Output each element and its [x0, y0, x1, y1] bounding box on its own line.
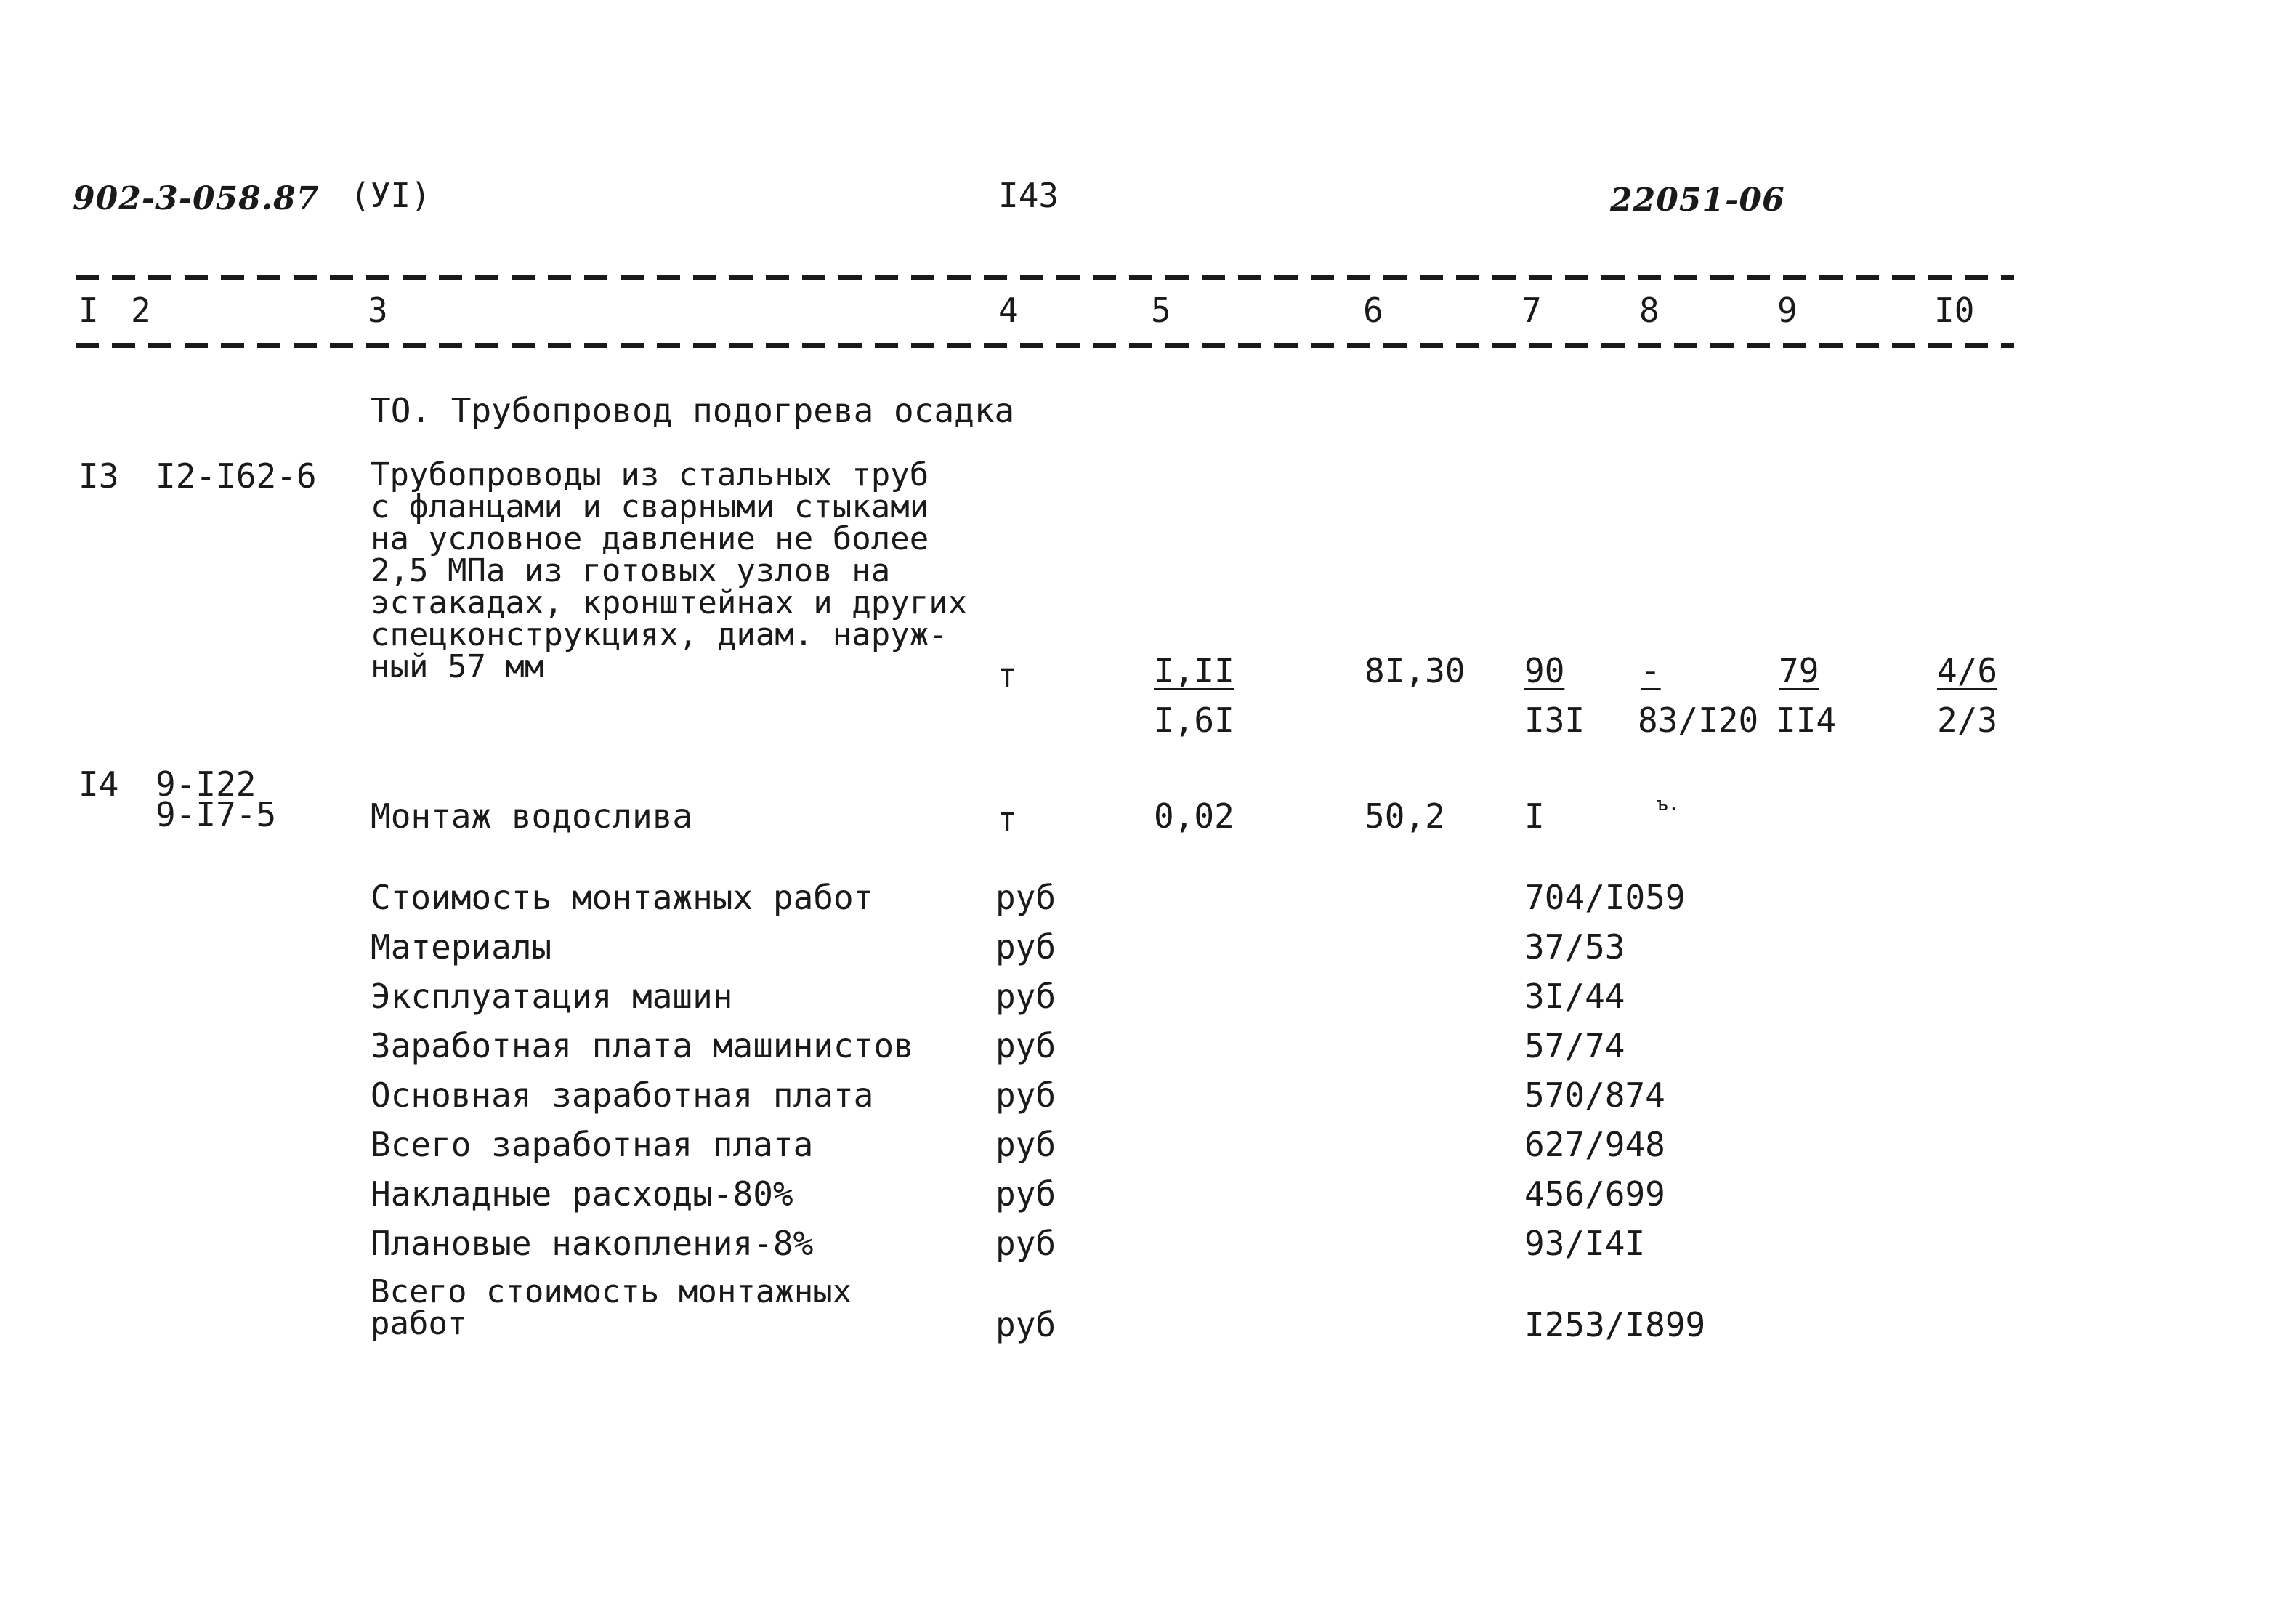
summary-value: 3I/44 [1524, 977, 1625, 1016]
summary-value: 37/53 [1524, 927, 1625, 967]
unit-cost: 50,2 [1365, 796, 1445, 836]
summary-label: Всего заработная плата [371, 1125, 814, 1164]
column-number: 2 [131, 291, 151, 330]
quantity: 0,02 [1154, 796, 1234, 836]
column-number: 4 [998, 291, 1019, 330]
summary-label: Эксплуатация машин [371, 977, 733, 1016]
quantity-bottom: I,6I [1154, 701, 1234, 740]
unit-cost: 8I,30 [1365, 651, 1466, 690]
summary-value: 57/74 [1524, 1026, 1625, 1065]
summary-unit: руб [995, 977, 1056, 1016]
summary-label: Всего стоимость монтажных работ [371, 1273, 852, 1342]
column-9-top: 79 [1779, 651, 1819, 690]
column-8-bottom: 83/I20 [1638, 701, 1759, 740]
summary-value: 93/I4I [1524, 1224, 1646, 1263]
summary-unit: руб [995, 1125, 1056, 1164]
header-top-rule [76, 275, 2014, 280]
stamp-number: 22051-06 [1610, 182, 1785, 219]
column-number: 3 [368, 291, 388, 330]
row-number: I4 [78, 764, 119, 804]
unit: т [997, 655, 1017, 695]
column-number: I0 [1934, 291, 1975, 330]
summary-label: Заработная плата машинистов [371, 1026, 914, 1065]
summary-unit: руб [995, 1076, 1056, 1115]
rate-code: 9-I22 [155, 764, 256, 804]
summary-value: I253/I899 [1524, 1305, 1706, 1344]
row-number: I3 [78, 456, 119, 496]
summary-label: Стоимость монтажных работ [371, 878, 874, 917]
handwritten-mark: ъ. [1657, 794, 1680, 815]
section-title: ТО. Трубопровод подогрева осадка [371, 391, 1015, 430]
summary-label: Накладные расходы-80% [371, 1174, 793, 1214]
column-7: I [1524, 796, 1545, 836]
summary-unit: руб [995, 1224, 1056, 1263]
column-10-bottom: 2/3 [1937, 701, 1998, 740]
column-number: 5 [1151, 291, 1171, 330]
rate-code: I2-I62-6 [155, 456, 317, 496]
column-8-top: - [1641, 651, 1661, 690]
quantity-top: I,II [1154, 651, 1234, 690]
summary-label: Основная заработная плата [371, 1076, 874, 1115]
summary-unit: руб [995, 878, 1056, 917]
column-7-top: 90 [1524, 651, 1565, 690]
column-number: 6 [1363, 291, 1383, 330]
summary-value: 704/I059 [1524, 878, 1686, 917]
header-bottom-rule [76, 343, 2014, 348]
rate-code: 9-I7-5 [155, 795, 277, 834]
summary-value: 456/699 [1524, 1174, 1665, 1214]
column-10-top: 4/6 [1937, 651, 1998, 690]
column-7-bottom: I3I [1524, 701, 1585, 740]
column-number: I [78, 291, 99, 330]
summary-label: Плановые накопления-8% [371, 1224, 814, 1263]
item-description: Монтаж водослива [371, 796, 693, 836]
column-number: 9 [1777, 291, 1798, 330]
section-label: (УI) [350, 176, 431, 215]
summary-label: Материалы [371, 927, 552, 967]
summary-value: 627/948 [1524, 1125, 1665, 1164]
summary-unit: руб [995, 927, 1056, 967]
page-number: I43 [998, 176, 1059, 215]
column-number: 7 [1521, 291, 1542, 330]
summary-value: 570/874 [1524, 1076, 1665, 1115]
column-9-bottom: II4 [1776, 701, 1837, 740]
summary-unit: руб [995, 1174, 1056, 1214]
column-number: 8 [1639, 291, 1660, 330]
item-description: Трубопроводы из стальных труб с фланцами и сварными стыками на условное давление не более 2,5 МПа из готовых узлов на эстакадах, кронштейнах и других спецконструкциях, диам. наруж- ный 57 мм [371, 456, 968, 685]
document-code: 902-3-058.87 [73, 180, 320, 217]
unit: т [997, 799, 1017, 839]
summary-unit: руб [995, 1305, 1056, 1344]
summary-unit: руб [995, 1026, 1056, 1065]
